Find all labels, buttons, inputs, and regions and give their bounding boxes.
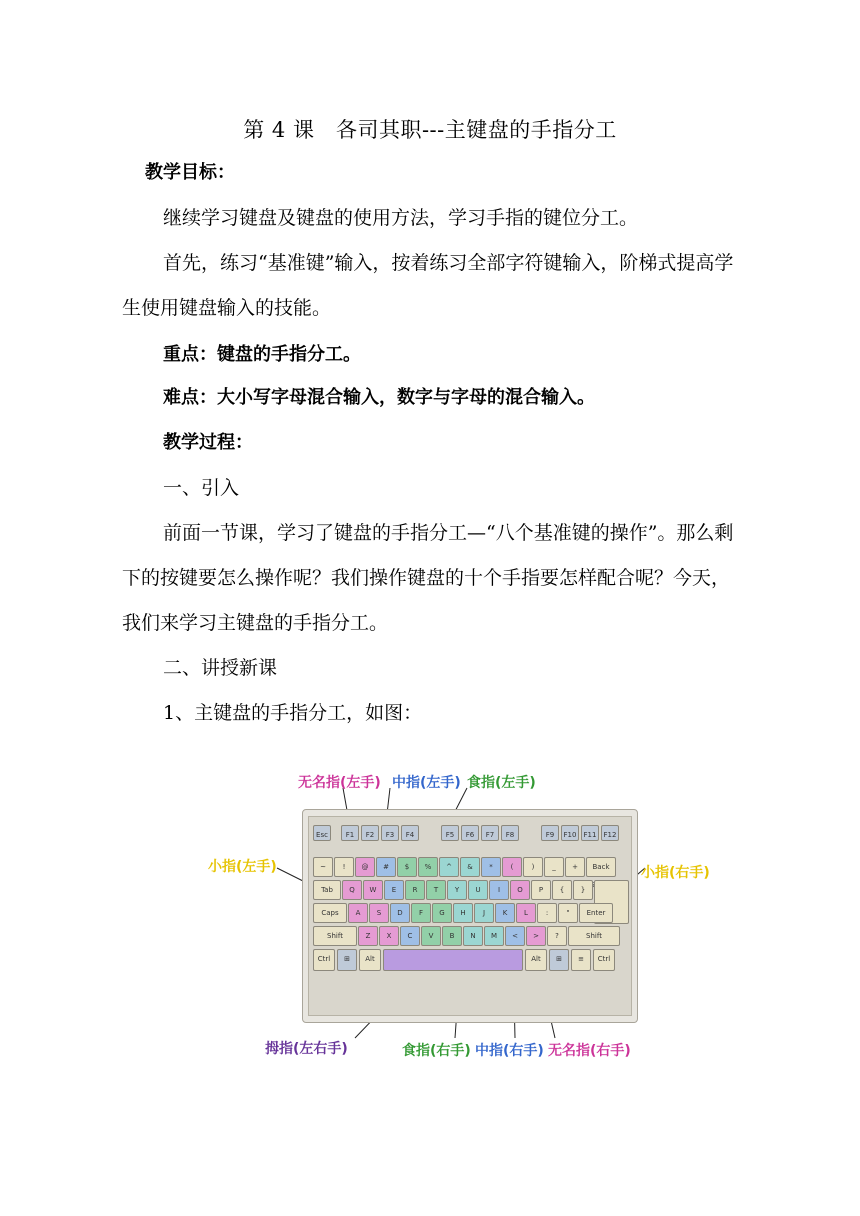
key: F9 [541, 825, 559, 841]
key: U [468, 880, 488, 900]
key: D [390, 903, 410, 923]
key: F6 [461, 825, 479, 841]
key: C [400, 926, 420, 946]
label-pinky-left: 小指(左手) [208, 859, 277, 875]
key: F5 [441, 825, 459, 841]
key: " [558, 903, 578, 923]
key: A [348, 903, 368, 923]
item-finger-assignment: 1、主键盘的手指分工，如图： [163, 702, 423, 724]
key: F10 [561, 825, 579, 841]
key [383, 949, 523, 971]
key: F11 [581, 825, 599, 841]
key: ? [547, 926, 567, 946]
key: S [369, 903, 389, 923]
key: W [363, 880, 383, 900]
paragraph-objective: 继续学习键盘及键盘的使用方法，学习手指的键位分工。 [163, 207, 639, 229]
key: Z [358, 926, 378, 946]
key: Tab [313, 880, 341, 900]
key: Alt [359, 949, 381, 971]
key: H [453, 903, 473, 923]
key: Ctrl [313, 949, 335, 971]
key: Shift [313, 926, 357, 946]
section-introduction: 一、引入 [163, 477, 240, 499]
key: ~ [313, 857, 333, 877]
keyboard-inner [308, 816, 632, 1016]
key: O [510, 880, 530, 900]
key: N [463, 926, 483, 946]
key: ≡ [571, 949, 591, 971]
key: F3 [381, 825, 399, 841]
key: ) [523, 857, 543, 877]
key: Back [586, 857, 616, 877]
key: F7 [481, 825, 499, 841]
label-index-left: 食指(左手) [467, 775, 536, 791]
label-ring-right: 无名指(右手) [548, 1043, 631, 1059]
key: J [474, 903, 494, 923]
key: Esc [313, 825, 331, 841]
key: Y [447, 880, 467, 900]
key: F8 [501, 825, 519, 841]
key: I [489, 880, 509, 900]
paragraph-first: 首先，练习“基准键”输入，按着练习全部字符键输入，阶梯式提高学生使用键盘输入的技能。 [122, 252, 734, 319]
key: ⊞ [337, 949, 357, 971]
key: L [516, 903, 536, 923]
label-index-right: 食指(右手) [402, 1043, 471, 1059]
key: % [418, 857, 438, 877]
key: # [376, 857, 396, 877]
objectives-heading: 教学目标： [145, 162, 235, 183]
paragraph-introduction: 前面一节课，学习了键盘的手指分工—“八个基准键的操作”。那么剩下的按键要怎么操作呢？我们操作键盘的十个手指要怎样配合呢？今天，我们来学习主键盘的手指分工。 [122, 522, 734, 634]
process-heading: 教学过程： [163, 432, 253, 453]
key: & [460, 857, 480, 877]
keyboard-body [302, 809, 638, 1023]
key: M [484, 926, 504, 946]
key: $ [397, 857, 417, 877]
label-middle-right: 中指(右手) [475, 1043, 544, 1059]
key: ( [502, 857, 522, 877]
key: T [426, 880, 446, 900]
key: ! [334, 857, 354, 877]
key: Enter [579, 903, 613, 923]
key: B [442, 926, 462, 946]
key: E [384, 880, 404, 900]
key-point: 重点：键盘的手指分工。 [163, 344, 361, 365]
key: F1 [341, 825, 359, 841]
label-pinky-right: 小指(右手) [641, 865, 710, 881]
key: F12 [601, 825, 619, 841]
keyboard-finger-diagram [205, 766, 717, 1061]
key: V [421, 926, 441, 946]
key: > [526, 926, 546, 946]
key: F2 [361, 825, 379, 841]
key: G [432, 903, 452, 923]
key: * [481, 857, 501, 877]
key: Caps [313, 903, 347, 923]
key: K [495, 903, 515, 923]
label-middle-left: 中指(左手) [392, 775, 461, 791]
label-thumb: 拇指(左右手) [265, 1041, 348, 1057]
difficulty-point: 难点：大小写字母混合输入，数字与字母的混合输入。 [163, 387, 595, 408]
key: < [505, 926, 525, 946]
key: : [537, 903, 557, 923]
label-ring-left: 无名指(左手) [298, 775, 381, 791]
key: Q [342, 880, 362, 900]
key: R [405, 880, 425, 900]
section-new-lesson: 二、讲授新课 [163, 657, 278, 679]
key: Shift [568, 926, 620, 946]
key: ⊞ [549, 949, 569, 971]
lesson-title: 第 4 课 各司其职---主键盘的手指分工 [243, 118, 617, 142]
key: _ [544, 857, 564, 877]
key: { [552, 880, 572, 900]
key: + [565, 857, 585, 877]
key: Alt [525, 949, 547, 971]
key: Ctrl [593, 949, 615, 971]
key: F [411, 903, 431, 923]
key: @ [355, 857, 375, 877]
key: } [573, 880, 593, 900]
key: X [379, 926, 399, 946]
key: P [531, 880, 551, 900]
key: F4 [401, 825, 419, 841]
key: ^ [439, 857, 459, 877]
